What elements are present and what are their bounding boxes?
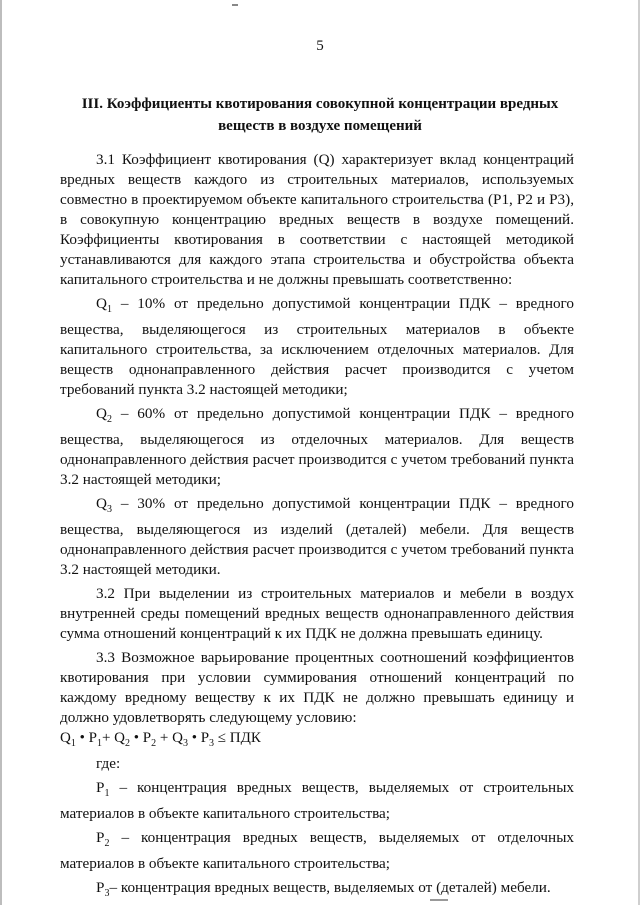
quota-formula: $Q_1$ • $P_1+ Q_2$ • $P_2 + Q_3$ • $P_3$ ≤ ПДК <box>60 730 261 750</box>
q2-subscript: 2 <box>106 414 112 426</box>
scan-edge-left <box>0 0 2 905</box>
q3-text: – 30% от предельно допустимой концентрации ПДК – вредного вещества, выделяющегося из изделий (деталей) мебели. Для веществ однонаправленного действия расчет производится с учетом требований пункта 3.2 настоящей методики. <box>60 495 574 579</box>
p2-symbol: P <box>96 829 105 847</box>
p3-symbol: P <box>96 879 105 897</box>
document-body <box>60 150 574 904</box>
paragraph-3-1: 3.1 Коэффициент квотирования (Q) характеризует вклад концентраций вредных веществ каждого из строительных материалов, используемых совместно в проектируемом объекте капитального строительства (Р1, Р2 и Р3), в совокупную концентрацию вредных веществ в воздухе помещений. Коэффициенты квотирования в соответствии с настоящей методикой устанавливаются для каждого этапа строительства и обустройства объекта капитального строительства и не должны превышать соответственно: <box>60 151 574 288</box>
paragraph-3-3: 3.3 Возможное варьирование процентных соотношений коэффициентов квотирования при условии суммирования отношений концентраций по каждому вредному веществу к их ПДК не должно превышать единицу и должно удовлетворять следующему условию: <box>60 649 574 727</box>
scan-mark-top <box>232 4 238 6</box>
q1-text: – 10% от предельно допустимой концентрации ПДК – вредного вещества, выделяющегося из строительных материалов в объекте капитального строительства, за исключением отделочных материалов. Для веществ однонаправленного действия расчет производится с учетом требований пункта 3.2 настоящей методики; <box>60 295 574 399</box>
p3-text: – концентрация вредных веществ, выделяемых от (деталей) мебели. <box>109 879 551 897</box>
p1-symbol: P <box>96 779 105 797</box>
q2-symbol: Q <box>96 405 107 423</box>
section-title: III. Коэффициенты квотирования совокупной концентрации вредных веществ в воздухе помещений <box>81 96 559 134</box>
p3-subscript: 3 <box>104 888 110 900</box>
page-number: 5 <box>316 38 324 54</box>
where-label: где: <box>96 755 121 773</box>
p2-subscript: 2 <box>104 838 110 850</box>
q1-symbol: Q <box>96 295 107 312</box>
p1-text: – концентрация вредных веществ, выделяемых от строительных материалов в объекте капитального строительства; <box>60 779 574 823</box>
p1-subscript: 1 <box>104 788 110 800</box>
definition-p3 <box>60 878 574 904</box>
q1-subscript: 1 <box>106 304 112 316</box>
p2-text: – концентрация вредных веществ, выделяемых от отделочных материалов в объекте капитального строительства; <box>60 829 574 873</box>
definition-p1 <box>60 778 574 824</box>
paragraph-q3 <box>60 494 574 580</box>
q3-subscript: 3 <box>106 504 112 516</box>
paragraph-q1 <box>60 294 574 400</box>
definition-p2 <box>60 828 574 874</box>
q2-text: – 60% от предельно допустимой концентрации ПДК – вредного вещества, выделяющегося из отделочных материалов. Для веществ однонаправленного действия расчет производится с учетом требований пункта 3.2 настоящей методики; <box>60 405 574 489</box>
paragraph-q2 <box>60 404 574 490</box>
paragraph-3-2: 3.2 При выделении из строительных материалов и мебели в воздух внутренней среды помещений вредных веществ однонаправленного действия сумма отношений концентраций к их ПДК не должна превышать единицу. <box>60 585 574 643</box>
q3-symbol: Q <box>96 495 107 513</box>
